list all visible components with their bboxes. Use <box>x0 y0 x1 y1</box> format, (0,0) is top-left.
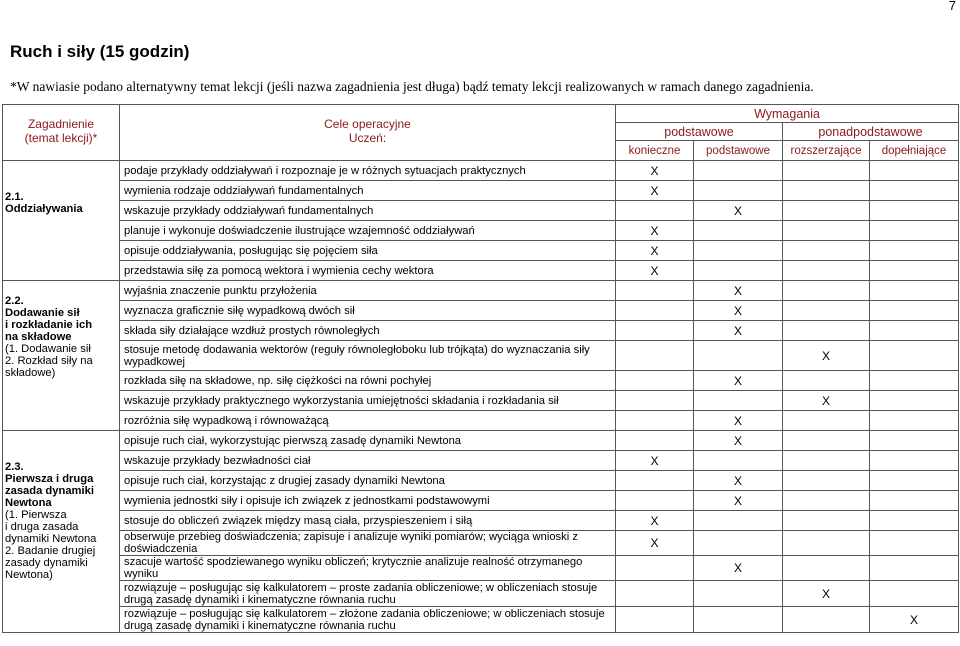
topic-line: Pierwsza i druga <box>5 473 94 485</box>
level-mark-cell <box>694 391 783 411</box>
header-goals-line2: Uczeń: <box>348 131 387 145</box>
level-mark-cell <box>616 341 694 371</box>
goal-text: opisuje ruch ciał, korzystając z drugiej zasady dynamiki Newtona <box>120 471 616 491</box>
level-mark-cell <box>870 281 959 301</box>
header-level-extended: rozszerzające <box>783 141 870 161</box>
level-mark-cell <box>616 556 694 581</box>
level-mark-cell <box>616 471 694 491</box>
level-mark-cell <box>870 581 959 607</box>
topic-cell <box>3 161 120 281</box>
header-goals <box>120 105 616 161</box>
level-mark-cell <box>783 511 870 531</box>
level-mark-cell <box>694 261 783 281</box>
level-mark-cell <box>783 556 870 581</box>
level-mark-cell <box>870 556 959 581</box>
table-row <box>3 451 959 471</box>
requirements-table <box>2 104 959 633</box>
table-row <box>3 221 959 241</box>
table-row <box>3 411 959 431</box>
level-mark-cell: X <box>616 451 694 471</box>
goal-text: przedstawia siłę za pomocą wektora i wymienia cechy wektora <box>120 261 616 281</box>
level-mark-cell <box>870 301 959 321</box>
level-mark-cell <box>870 341 959 371</box>
level-mark-cell <box>694 511 783 531</box>
topic-line: i druga zasada <box>5 521 79 533</box>
level-mark-cell <box>783 471 870 491</box>
level-mark-cell <box>870 511 959 531</box>
level-mark-cell: X <box>694 556 783 581</box>
level-mark-cell <box>870 221 959 241</box>
level-mark-cell: X <box>694 431 783 451</box>
level-mark-cell <box>694 341 783 371</box>
table-row <box>3 281 959 301</box>
goal-text: szacuje wartość spodziewanego wyniku obliczeń; krytycznie analizuje realność otrzymanego wyniku <box>120 556 616 581</box>
goal-text: wskazuje przykłady oddziaływań fundamentalnych <box>120 201 616 221</box>
topic-cell <box>3 431 120 633</box>
level-mark-cell <box>783 321 870 341</box>
level-mark-cell <box>616 607 694 633</box>
level-mark-cell <box>694 241 783 261</box>
table-row <box>3 201 959 221</box>
goal-text: rozwiązuje – posługując się kalkulatorem – proste zadania obliczeniowe; w obliczeniach stosuje drugą zasadę dynamiki i kinematyczne równania ruchu <box>120 581 616 607</box>
header-requirements: Wymagania <box>616 105 959 123</box>
table-row <box>3 241 959 261</box>
topic-line: składowe) <box>5 367 56 379</box>
level-mark-cell <box>783 241 870 261</box>
level-mark-cell <box>694 581 783 607</box>
level-mark-cell <box>870 431 959 451</box>
level-mark-cell <box>870 391 959 411</box>
topic-line: (1. Dodawanie sił <box>5 343 91 355</box>
level-mark-cell: X <box>694 371 783 391</box>
level-mark-cell <box>870 181 959 201</box>
level-mark-cell <box>783 281 870 301</box>
goal-text: stosuje metodę dodawania wektorów (reguły równoległoboku lub trójkąta) do wyznaczania siły wypadkowej <box>120 341 616 371</box>
topic-line: Newtona) <box>5 569 53 581</box>
level-mark-cell: X <box>616 531 694 556</box>
level-mark-cell <box>616 431 694 451</box>
section-title: Ruch i siły (15 godzin) <box>10 42 190 61</box>
level-mark-cell <box>783 161 870 181</box>
level-mark-cell <box>870 471 959 491</box>
goal-text: obserwuje przebieg doświadczenia; zapisuje i analizuje wyniki pomiarów; wyciąga wnioski z doświadczenia <box>120 531 616 556</box>
table-row <box>3 371 959 391</box>
level-mark-cell <box>616 321 694 341</box>
footnote-text: *W nawiasie podano alternatywny temat lekcji (jeśli nazwa zagadnienia jest długa) bądź tematy lekcji realizowanych w ramach danego zagadnienia. <box>10 79 814 94</box>
level-mark-cell: X <box>694 281 783 301</box>
level-mark-cell <box>870 411 959 431</box>
level-mark-cell <box>870 451 959 471</box>
level-mark-cell <box>783 431 870 451</box>
topic-line: 2. Rozkład siły na <box>5 355 93 367</box>
level-mark-cell: X <box>616 181 694 201</box>
level-mark-cell <box>870 201 959 221</box>
level-mark-cell: X <box>870 607 959 633</box>
level-mark-cell <box>616 301 694 321</box>
level-mark-cell: X <box>694 471 783 491</box>
topic-cell <box>3 281 120 431</box>
topic-number: 2.2. <box>5 295 24 307</box>
table-row <box>3 491 959 511</box>
level-mark-cell: X <box>616 161 694 181</box>
goal-text: opisuje ruch ciał, wykorzystując pierwszą zasadę dynamiki Newtona <box>120 431 616 451</box>
topic-line: zasada dynamiki <box>5 485 94 497</box>
topic-line: Newtona <box>5 497 52 509</box>
level-mark-cell: X <box>694 301 783 321</box>
level-mark-cell <box>616 391 694 411</box>
topic-line: dynamiki Newtona <box>5 533 97 545</box>
header-advanced: ponadpodstawowe <box>783 123 959 141</box>
goal-text: wyznacza graficznie siłę wypadkową dwóch sił <box>120 301 616 321</box>
topic-line: Oddziaływania <box>5 203 83 215</box>
table-row <box>3 301 959 321</box>
level-mark-cell: X <box>616 241 694 261</box>
level-mark-cell <box>783 411 870 431</box>
goal-text: rozkłada siłę na składowe, np. siłę ciężkości na równi pochyłej <box>120 371 616 391</box>
goal-text: składa siły działające wzdłuż prostych równoległych <box>120 321 616 341</box>
header-basic: podstawowe <box>616 123 783 141</box>
level-mark-cell <box>870 371 959 391</box>
level-mark-cell <box>694 221 783 241</box>
table-row <box>3 161 959 181</box>
goal-text: opisuje oddziaływania, posługując się pojęciem siła <box>120 241 616 261</box>
goal-text: wymienia jednostki siły i opisuje ich związek z jednostkami podstawowymi <box>120 491 616 511</box>
level-mark-cell <box>694 181 783 201</box>
level-mark-cell <box>694 161 783 181</box>
goal-text: wskazuje przykłady praktycznego wykorzystania umiejętności składania i rozkładania sił <box>120 391 616 411</box>
level-mark-cell <box>870 491 959 511</box>
header-level-necessary: konieczne <box>616 141 694 161</box>
level-mark-cell <box>783 371 870 391</box>
goal-text: podaje przykłady oddziaływań i rozpoznaje je w różnych sytuacjach praktycznych <box>120 161 616 181</box>
topic-line: 2. Badanie drugiej <box>5 545 96 557</box>
goal-text: wskazuje przykłady bezwładności ciał <box>120 451 616 471</box>
table-row <box>3 607 959 633</box>
goal-text: stosuje do obliczeń związek między masą ciała, przyspieszeniem i siłą <box>120 511 616 531</box>
table-row <box>3 321 959 341</box>
level-mark-cell: X <box>616 261 694 281</box>
table-row <box>3 471 959 491</box>
level-mark-cell <box>616 371 694 391</box>
level-mark-cell <box>783 491 870 511</box>
level-mark-cell <box>870 321 959 341</box>
level-mark-cell <box>616 411 694 431</box>
goal-text: rozwiązuje – posługując się kalkulatorem – złożone zadania obliczeniowe; w obliczeniach stosuje drugą zasadę dynamiki i kinematyczne równania ruchu <box>120 607 616 633</box>
level-mark-cell <box>783 607 870 633</box>
topic-line: zasady dynamiki <box>5 557 88 569</box>
level-mark-cell: X <box>616 511 694 531</box>
level-mark-cell: X <box>694 411 783 431</box>
level-mark-cell <box>783 261 870 281</box>
header-level-basic: podstawowe <box>694 141 783 161</box>
goal-text: wyjaśnia znaczenie punktu przyłożenia <box>120 281 616 301</box>
topic-line: na składowe <box>5 331 72 343</box>
level-mark-cell <box>783 201 870 221</box>
level-mark-cell: X <box>694 321 783 341</box>
table-row <box>3 391 959 411</box>
table-row <box>3 181 959 201</box>
requirements-body <box>3 161 959 633</box>
topic-line: i rozkładanie ich <box>5 319 93 331</box>
level-mark-cell <box>694 451 783 471</box>
topic-number: 2.3. <box>5 461 24 473</box>
level-mark-cell <box>870 531 959 556</box>
level-mark-cell <box>870 161 959 181</box>
goal-text: planuje i wykonuje doświadczenie ilustrujące wzajemność oddziaływań <box>120 221 616 241</box>
table-row <box>3 581 959 607</box>
level-mark-cell <box>694 607 783 633</box>
level-mark-cell: X <box>783 341 870 371</box>
topic-line: (1. Pierwsza <box>5 509 67 521</box>
goal-text: wymienia rodzaje oddziaływań fundamentalnych <box>120 181 616 201</box>
level-mark-cell <box>616 201 694 221</box>
table-row <box>3 531 959 556</box>
level-mark-cell <box>616 581 694 607</box>
header-level-complementary: dopełniające <box>870 141 959 161</box>
level-mark-cell <box>870 241 959 261</box>
level-mark-cell <box>616 491 694 511</box>
level-mark-cell: X <box>616 221 694 241</box>
level-mark-cell <box>694 531 783 556</box>
header-topic-line1: Zagadnienie <box>27 117 95 131</box>
level-mark-cell: X <box>694 201 783 221</box>
level-mark-cell <box>783 301 870 321</box>
goal-text: rozróżnia siłę wypadkową i równoważącą <box>120 411 616 431</box>
level-mark-cell <box>783 451 870 471</box>
level-mark-cell: X <box>783 391 870 411</box>
level-mark-cell: X <box>694 491 783 511</box>
header-goals-line1: Cele operacyjne <box>324 117 411 131</box>
table-row <box>3 261 959 281</box>
topic-line: Dodawanie sił <box>5 307 80 319</box>
header-topic <box>3 105 120 161</box>
level-mark-cell <box>783 531 870 556</box>
level-mark-cell <box>616 281 694 301</box>
page-number: 7 <box>948 0 956 13</box>
level-mark-cell <box>783 181 870 201</box>
topic-number: 2.1. <box>5 191 24 203</box>
table-row <box>3 556 959 581</box>
table-row <box>3 511 959 531</box>
level-mark-cell <box>870 261 959 281</box>
level-mark-cell <box>783 221 870 241</box>
level-mark-cell: X <box>783 581 870 607</box>
header-topic-line2: (temat lekcji)* <box>24 131 98 145</box>
table-row <box>3 431 959 451</box>
table-row <box>3 341 959 371</box>
